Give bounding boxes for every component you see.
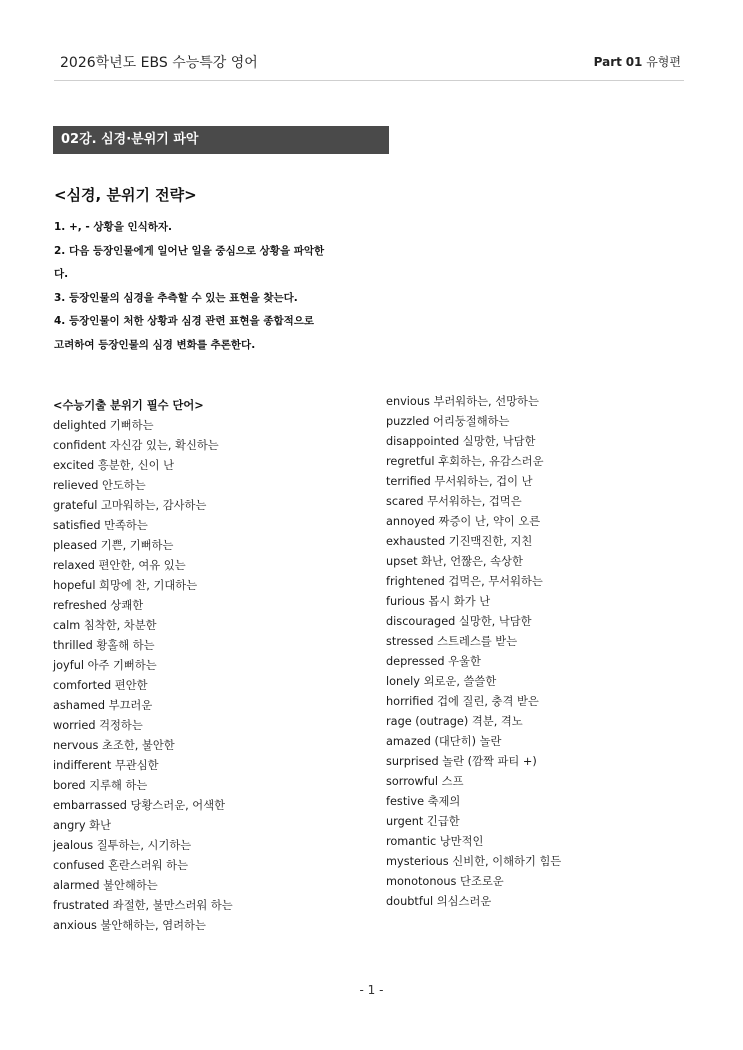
- vocab-item: discouraged 실망한, 낙담한: [386, 615, 532, 628]
- vocab-list-right: [386, 392, 561, 912]
- vocab-item: surprised 놀란 (깜짝 파티 +): [386, 755, 537, 768]
- strategy-step: 1. +, - 상황을 인식하자.: [54, 221, 173, 233]
- vocab-item: terrified 무서워하는, 겁이 난: [386, 475, 533, 488]
- strategy-step: 4. 등장인물이 처한 상황과 심경 관련 표현을 종합적으로: [54, 315, 315, 328]
- vocab-column-right: [386, 392, 561, 912]
- vocab-item: amazed (대단히) 놀란: [386, 735, 502, 748]
- vocab-item: exhausted 기진맥진한, 지친: [386, 535, 533, 548]
- vocab-item: jealous 질투하는, 시기하는: [53, 839, 192, 852]
- vocab-item: nervous 초조한, 불안한: [53, 739, 175, 752]
- book-title: 2026학년도 EBS 수능특강 영어: [60, 55, 258, 71]
- strategy-steps: [54, 216, 369, 358]
- vocab-item: satisfied 만족하는: [53, 519, 148, 532]
- vocab-item: envious 부러워하는, 선망하는: [386, 395, 539, 408]
- page-number: - 1 -: [359, 983, 384, 997]
- vocab-item: monotonous 단조로운: [386, 875, 504, 888]
- vocab-item: calm 침착한, 차분한: [53, 619, 157, 632]
- vocab-item: delighted 기뻐하는: [53, 419, 154, 432]
- vocab-item: frightened 겁먹은, 무서워하는: [386, 575, 543, 588]
- vocab-list-left: [53, 416, 233, 936]
- vocab-item: annoyed 짜증이 난, 약이 오른: [386, 515, 541, 528]
- vocab-item: confident 자신감 있는, 확신하는: [53, 439, 219, 452]
- vocab-item: comforted 편안한: [53, 679, 148, 692]
- vocab-item: disappointed 실망한, 낙담한: [386, 435, 536, 448]
- vocab-item: pleased 기쁜, 기뻐하는: [53, 539, 174, 552]
- vocab-item: hopeful 희망에 찬, 기대하는: [53, 579, 198, 592]
- vocab-item: worried 걱정하는: [53, 719, 143, 732]
- vocab-item: doubtful 의심스러운: [386, 895, 492, 908]
- vocab-item: grateful 고마워하는, 감사하는: [53, 499, 207, 512]
- vocab-item: romantic 낭만적인: [386, 835, 484, 848]
- header-divider: [54, 80, 684, 81]
- vocab-item: upset 화난, 언짢은, 속상한: [386, 555, 523, 568]
- vocab-item: alarmed 불안해하는: [53, 879, 158, 892]
- vocab-item: angry 화난: [53, 819, 112, 832]
- vocab-item: relieved 안도하는: [53, 479, 146, 492]
- part-number: 01: [625, 55, 643, 69]
- vocab-item: regretful 후회하는, 유감스러운: [386, 455, 544, 468]
- vocab-item: indifferent 무관심한: [53, 759, 159, 772]
- vocab-item: furious 몹시 화가 난: [386, 595, 491, 608]
- vocab-item: excited 흥분한, 신이 난: [53, 459, 174, 472]
- vocab-column-left: [53, 396, 233, 936]
- strategy-title: <심경, 분위기 전략>: [54, 186, 197, 204]
- part-label: [594, 53, 681, 70]
- vocab-item: horrified 겁에 질린, 충격 받은: [386, 695, 539, 708]
- vocab-item: stressed 스트레스를 받는: [386, 635, 518, 648]
- vocab-item: puzzled 어리둥절해하는: [386, 415, 510, 428]
- vocab-item: frustrated 좌절한, 불만스러워 하는: [53, 899, 233, 912]
- strategy-step: 3. 등장인물의 심경을 추측할 수 있는 표현을 찾는다.: [54, 291, 298, 304]
- strategy-step: 고려하여 등장인물의 심경 변화를 추론한다.: [54, 338, 256, 351]
- vocab-item: rage (outrage) 격분, 격노: [386, 715, 523, 728]
- part-word: Part: [593, 55, 622, 69]
- vocab-title: <수능기출 분위기 필수 단어>: [53, 399, 204, 412]
- vocab-item: sorrowful 스프: [386, 775, 464, 788]
- vocab-item: mysterious 신비한, 이해하기 힘든: [386, 855, 562, 868]
- vocab-item: scared 무서워하는, 겁먹은: [386, 495, 522, 508]
- vocab-item: festive 축제의: [386, 795, 461, 808]
- vocab-item: anxious 불안해하는, 염려하는: [53, 919, 206, 932]
- vocab-item: confused 혼란스러워 하는: [53, 859, 188, 872]
- part-name: 유형편: [646, 55, 681, 69]
- vocab-item: thrilled 황홀해 하는: [53, 639, 155, 652]
- vocab-item: joyful 아주 기뻐하는: [53, 659, 157, 672]
- vocab-item: relaxed 편안한, 여유 있는: [53, 559, 186, 572]
- strategy-step: 2. 다음 등장인물에게 일어난 일을 중심으로 상황을 파악한: [54, 244, 325, 257]
- vocab-item: bored 지루해 하는: [53, 779, 148, 792]
- vocab-item: urgent 긴급한: [386, 815, 460, 828]
- vocab-item: embarrassed 당황스러운, 어색한: [53, 799, 226, 812]
- vocab-item: lonely 외로운, 쓸쓸한: [386, 675, 497, 688]
- lesson-title-bar: 02강. 심경·분위기 파악: [53, 126, 389, 154]
- vocab-item: depressed 우울한: [386, 655, 481, 668]
- vocab-item: ashamed 부끄러운: [53, 699, 153, 712]
- vocab-item: refreshed 상쾌한: [53, 599, 144, 612]
- strategy-step: 다.: [54, 268, 69, 281]
